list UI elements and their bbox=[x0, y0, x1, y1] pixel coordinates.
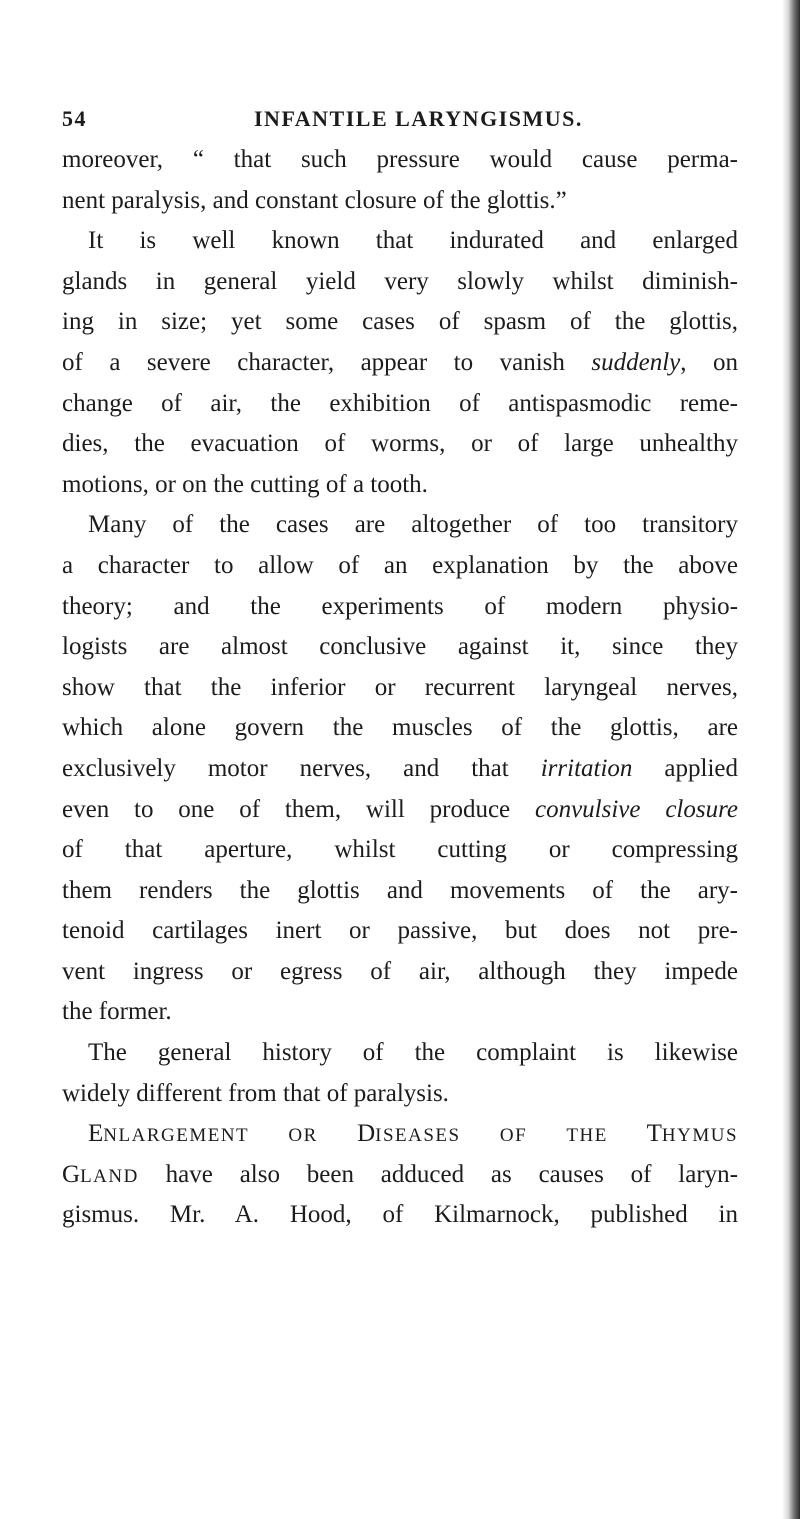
text-span: applied bbox=[632, 754, 738, 782]
text-line: them renders the glottis and movements of the ary- bbox=[62, 876, 738, 904]
text-line: ing in size; yet some cases of spasm of the glottis, bbox=[62, 308, 738, 336]
text-line bbox=[62, 343, 738, 384]
text-span: , on bbox=[680, 348, 738, 376]
text-line: which alone govern the muscles of the glottis, are bbox=[62, 714, 738, 742]
text-span: even to one of them, will produce bbox=[62, 795, 535, 823]
text-line: glands in general yield very slowly whilst diminish- bbox=[62, 267, 738, 295]
small-caps-initial: E bbox=[88, 1120, 104, 1148]
text-line: change of air, the exhibition of antispasmodic reme- bbox=[62, 389, 738, 417]
text-line: theory; and the experiments of modern physio- bbox=[62, 592, 738, 620]
small-caps-initial: D bbox=[357, 1120, 376, 1148]
small-caps-text: NLARGEMENT bbox=[103, 1125, 250, 1147]
text-line bbox=[62, 749, 738, 790]
page-edge-shadow bbox=[782, 0, 800, 1519]
paragraph-start-line: Many of the cases are altogether of too transitory bbox=[88, 511, 738, 539]
text-line: logists are almost conclusive against it, since they bbox=[62, 633, 738, 661]
text-line bbox=[62, 790, 738, 831]
small-caps-initial: T bbox=[646, 1120, 662, 1148]
text-span: exclusively motor nerves, and that bbox=[62, 754, 541, 782]
text-line: tenoid cartilages inert or passive, but does not pre- bbox=[62, 917, 738, 945]
running-title: INFANTILE LARYNGISMUS. bbox=[254, 106, 583, 131]
paragraph-start-line: It is well known that indurated and enlarged bbox=[88, 227, 738, 255]
small-caps-text: THE bbox=[566, 1125, 608, 1147]
text-line: gismus. Mr. A. Hood, of Kilmarnock, published in bbox=[62, 1201, 738, 1229]
small-caps-heading-line bbox=[62, 1114, 738, 1155]
page-number: 54 bbox=[62, 106, 87, 131]
text-span: have also been adduced as causes of laryn- bbox=[138, 1160, 738, 1188]
body-text bbox=[62, 140, 738, 1236]
text-line: vent ingress or egress of air, although they impede bbox=[62, 957, 738, 985]
text-line bbox=[62, 1155, 738, 1196]
text-line: motions, or on the cutting of a tooth. bbox=[62, 470, 428, 498]
text-line: of that aperture, whilst cutting or compressing bbox=[62, 836, 738, 864]
text-line: dies, the evacuation of worms, or of large unhealthy bbox=[62, 430, 738, 458]
text-line: a character to allow of an explanation by the above bbox=[62, 551, 738, 579]
text-line: nent paralysis, and constant closure of the glottis.” bbox=[62, 186, 567, 214]
small-caps-initial: G bbox=[62, 1160, 81, 1188]
small-caps-text: OR bbox=[288, 1125, 318, 1147]
small-caps-text: LAND bbox=[80, 1165, 139, 1187]
text-line: the former. bbox=[62, 998, 172, 1026]
running-header bbox=[62, 100, 737, 140]
paragraph-start-line: The general history of the complaint is likewise bbox=[88, 1039, 738, 1067]
text-line: widely different from that of paralysis. bbox=[62, 1079, 449, 1107]
small-caps-text: ISEASES bbox=[375, 1125, 461, 1147]
text-span: of a severe character, appear to vanish bbox=[62, 348, 592, 376]
small-caps-text: OF bbox=[499, 1125, 528, 1147]
text-line: moreover, “ that such pressure would cause perma- bbox=[62, 146, 738, 173]
italic-text: irritation bbox=[540, 754, 633, 782]
text-line: show that the inferior or recurrent laryngeal nerves, bbox=[62, 673, 738, 701]
italic-text: convulsive closure bbox=[534, 795, 738, 823]
italic-text: suddenly bbox=[591, 348, 681, 376]
small-caps-text: HYMUS bbox=[661, 1125, 738, 1147]
